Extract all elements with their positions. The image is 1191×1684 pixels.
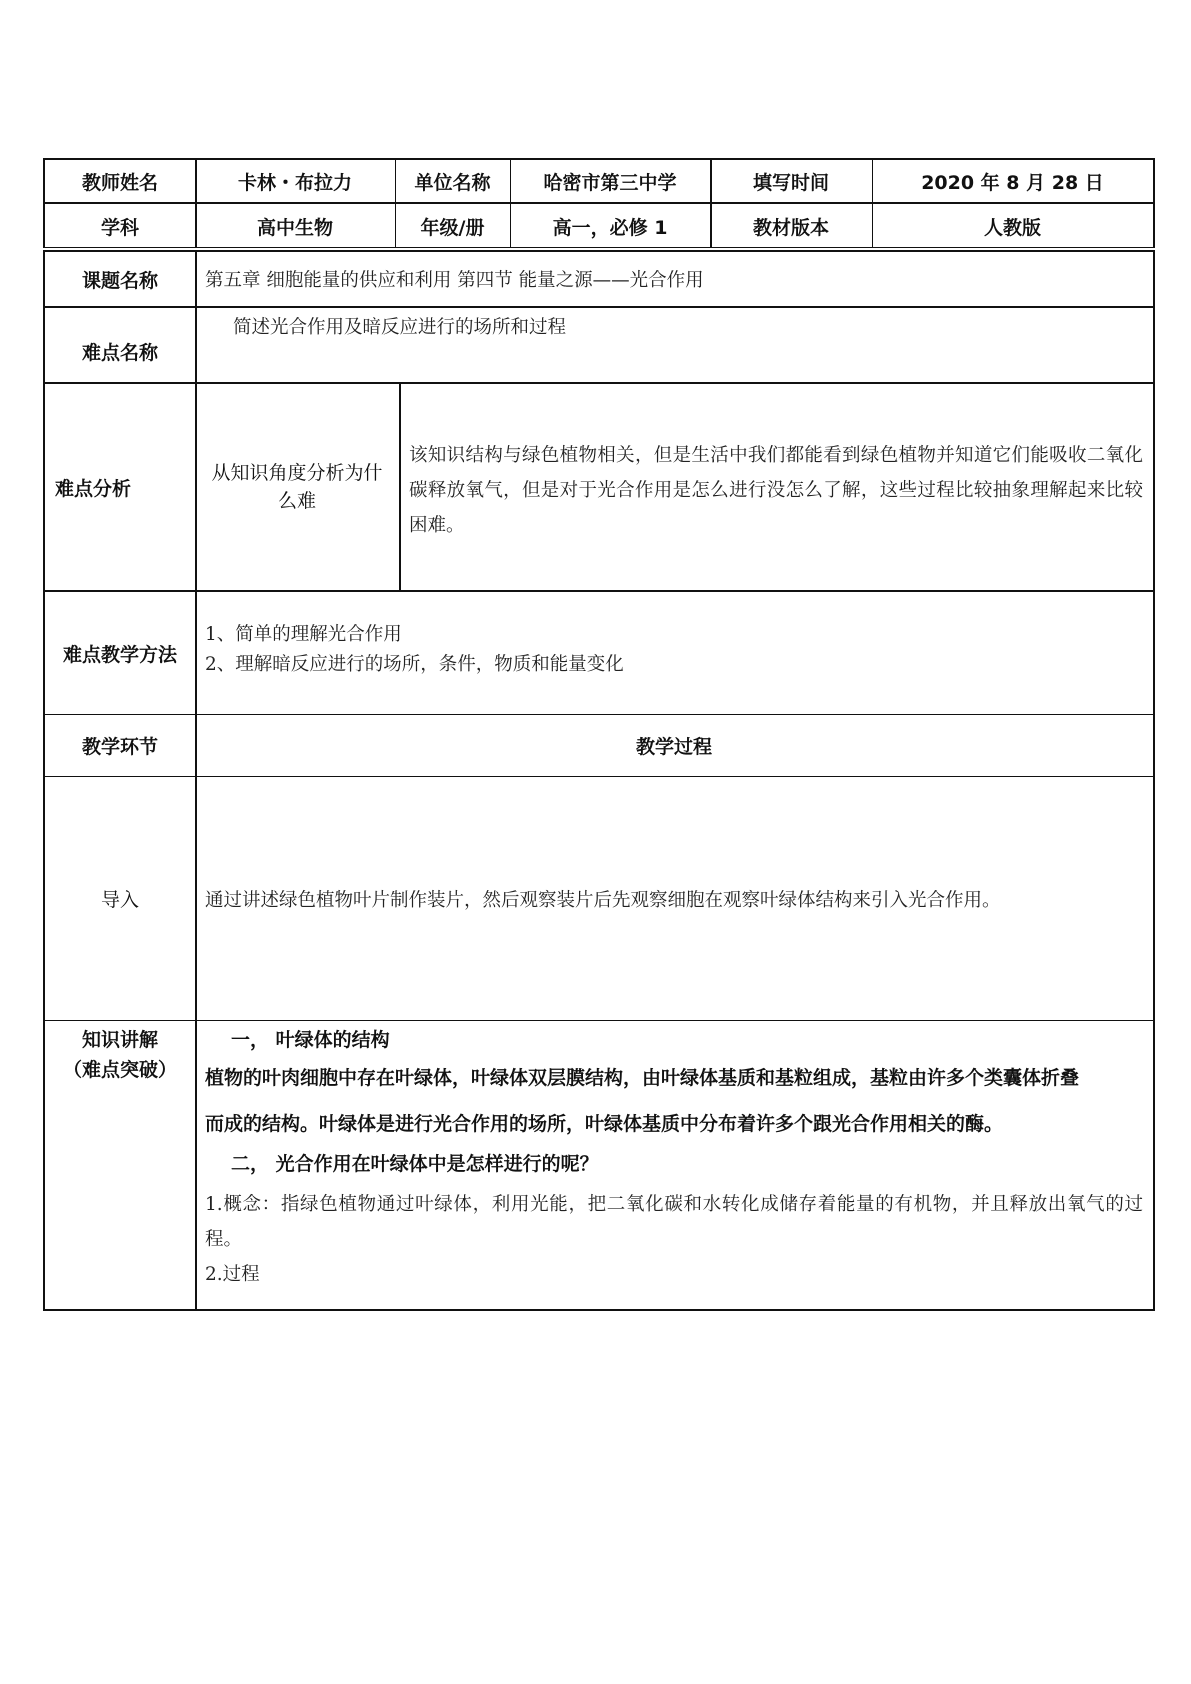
knowledge-label xyxy=(45,1021,195,1311)
lesson-row xyxy=(45,250,1153,306)
edition-value: 人教版 xyxy=(983,216,1041,239)
analysis-label: 难点分析 xyxy=(55,477,132,500)
info-row-2 xyxy=(45,202,1153,248)
section1-title: 一， 叶绿体的结构 xyxy=(231,1029,390,1051)
process-label: 2.过程 xyxy=(205,1264,260,1285)
divider xyxy=(399,384,401,590)
section2-title: 二， 光合作用在叶绿体中是怎样进行的呢？ xyxy=(231,1153,599,1175)
lesson-table xyxy=(43,250,1155,1311)
fill-time-value: 2020 年 8 月 28 日 xyxy=(921,171,1104,194)
concept-text: 指绿色植物通过叶绿体，利用光能，把二氧化碳和水转化成储存着能量的有机物，并且释放出氧气的过程。 xyxy=(205,1194,1143,1250)
divider xyxy=(872,158,873,247)
intro-row xyxy=(45,776,1153,1020)
info-row-1 xyxy=(45,158,1153,202)
edition-label: 教材版本 xyxy=(752,216,829,239)
grade-label: 年级/册 xyxy=(420,216,485,239)
concept-label: 1.概念： xyxy=(205,1194,281,1215)
info-table xyxy=(43,158,1155,248)
subject-value: 高中生物 xyxy=(256,216,333,239)
fill-time-label: 填写时间 xyxy=(752,171,829,194)
divider xyxy=(195,250,197,1309)
teaching-stage-label: 教学环节 xyxy=(81,736,158,758)
difficulty-value: 简述光合作用及暗反应进行的场所和过程 xyxy=(233,317,567,338)
knowledge-content xyxy=(205,1021,1143,1311)
knowledge-label-line1: 知识讲解 xyxy=(81,1029,158,1051)
teacher-name-label: 教师姓名 xyxy=(81,171,158,194)
knowledge-label-line2: （难点突破） xyxy=(62,1059,177,1081)
teaching-process-label: 教学过程 xyxy=(635,736,712,758)
analysis-row xyxy=(45,382,1153,590)
divider xyxy=(195,158,197,247)
lesson-title-label: 课题名称 xyxy=(81,269,158,292)
analysis-sublabel xyxy=(195,384,399,590)
unit-name-value: 哈密市第三中学 xyxy=(543,171,677,194)
grade-value: 高一，必修 1 xyxy=(552,216,668,239)
analysis-text xyxy=(409,384,1143,590)
teacher-name-value: 卡林・布拉力 xyxy=(237,171,352,194)
intro-text: 通过讲述绿色植物叶片制作装片，然后观察装片后先观察细胞在观察叶绿体结构来引入光合作用。 xyxy=(205,889,1001,911)
section1-paragraph-line2: 而成的结构。叶绿体是进行光合作用的场所，叶绿体基质中分布着许多个跟光合作用相关的酶。 xyxy=(205,1113,1004,1135)
knowledge-row xyxy=(45,1020,1153,1311)
methods-label: 难点教学方法 xyxy=(62,643,177,666)
methods-list xyxy=(205,592,1143,714)
intro-label: 导入 xyxy=(100,889,139,911)
difficulty-row xyxy=(45,306,1153,382)
divider xyxy=(710,158,712,247)
unit-name-label: 单位名称 xyxy=(414,171,491,194)
divider xyxy=(510,158,511,247)
methods-row xyxy=(45,590,1153,714)
analysis-sublabel-text: 从知识角度分析为什么难 xyxy=(211,462,383,512)
methods-item: 1、简单的理解光合作用 xyxy=(205,624,402,645)
methods-item: 2、理解暗反应进行的场所，条件，物质和能量变化 xyxy=(205,654,624,675)
lesson-title-value: 第五章 细胞能量的供应和利用 第四节 能量之源——光合作用 xyxy=(205,270,704,291)
divider xyxy=(395,158,396,247)
concept-paragraph xyxy=(205,1187,1143,1257)
section1-paragraph-line1: 植物的叶肉细胞中存在叶绿体，叶绿体双层膜结构，由叶绿体基质和基粒组成，基粒由许多个类囊体折叠 xyxy=(205,1067,1080,1089)
analysis-paragraph: 该知识结构与绿色植物相关，但是生活中我们都能看到绿色植物并知道它们能吸收二氧化碳释放氧气，但是对于光合作用是怎么进行没怎么了解，这些过程比较抽象理解起来比较困难。 xyxy=(409,445,1143,536)
subject-label: 学科 xyxy=(100,216,139,239)
difficulty-label: 难点名称 xyxy=(81,341,158,364)
process-header-row xyxy=(45,714,1153,776)
